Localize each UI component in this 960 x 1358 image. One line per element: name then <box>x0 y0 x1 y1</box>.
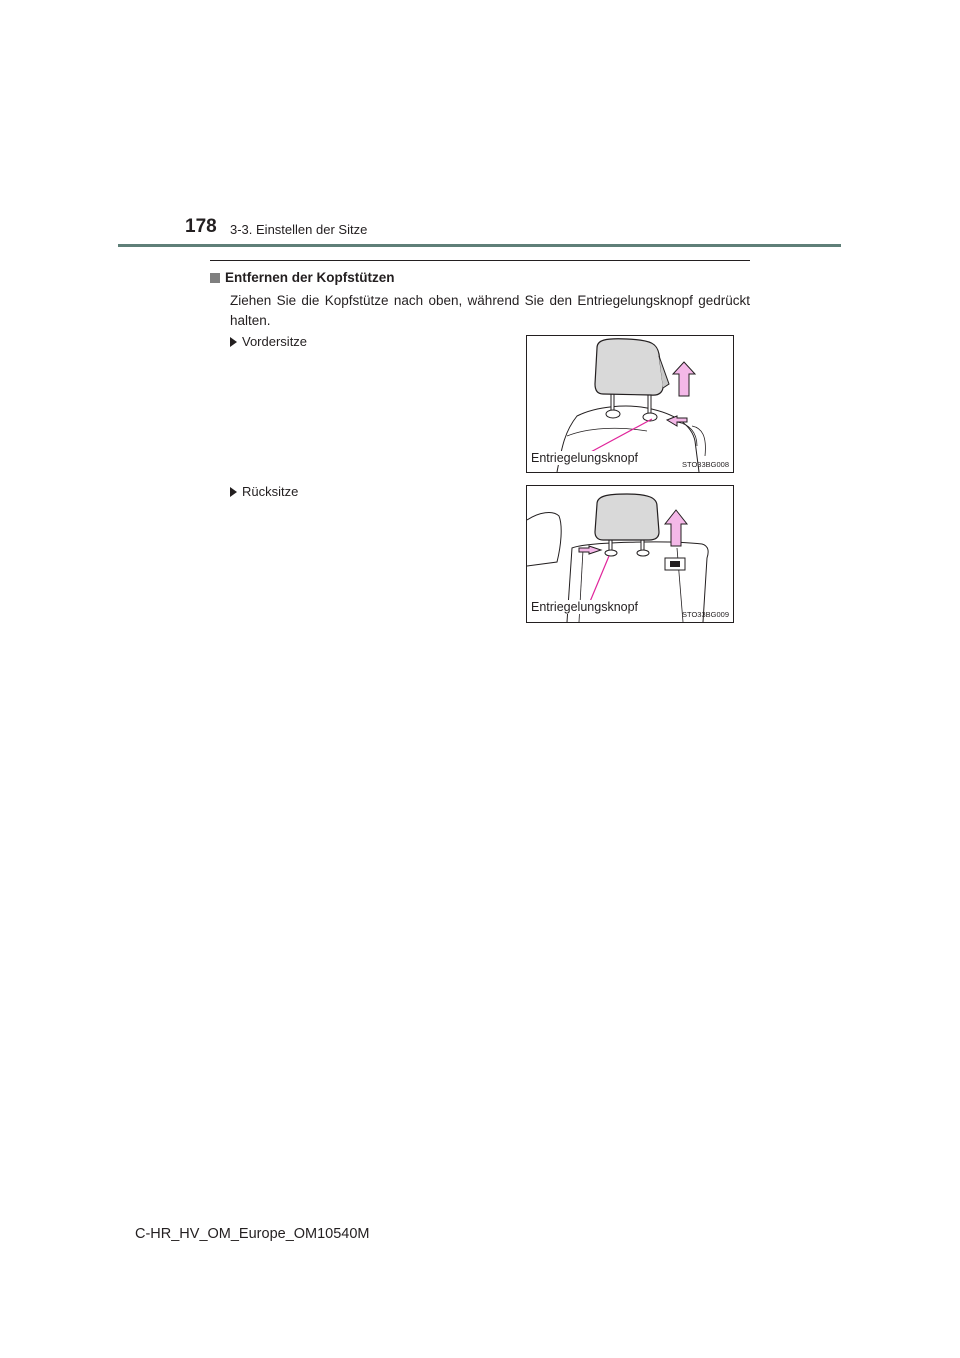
square-bullet-icon <box>210 273 220 283</box>
list-item-label: Vordersitze <box>242 334 308 349</box>
footer-document-id: C-HR_HV_OM_Europe_OM10540M <box>135 1226 370 1242</box>
header-rule <box>118 244 841 247</box>
figure-code: STO33BG009 <box>682 610 729 619</box>
section-rule <box>210 260 750 261</box>
figure-rear-seat-headrest <box>526 485 734 623</box>
triangle-bullet-icon <box>230 487 237 497</box>
page-number: 178 <box>185 216 217 237</box>
callout-release-button: Entriegelungsknopf <box>531 451 639 465</box>
list-item-label: Rücksitze <box>242 484 299 499</box>
triangle-bullet-icon <box>230 337 237 347</box>
section-heading <box>210 270 395 285</box>
section-title: 3-3. Einstellen der Sitze <box>230 222 368 237</box>
section-heading-text: Entfernen der Kopfstützen <box>225 270 395 285</box>
figure-code: STO33BG008 <box>682 460 729 469</box>
list-item-rear-seats <box>230 484 298 499</box>
callout-release-button: Entriegelungsknopf <box>531 600 639 614</box>
list-item-front-seats <box>230 334 307 349</box>
section-body: Ziehen Sie die Kopfstütze nach oben, während Sie den Entriegelungsknopf gedrückt halten. <box>230 293 750 328</box>
figure-front-seat-headrest <box>526 335 734 473</box>
